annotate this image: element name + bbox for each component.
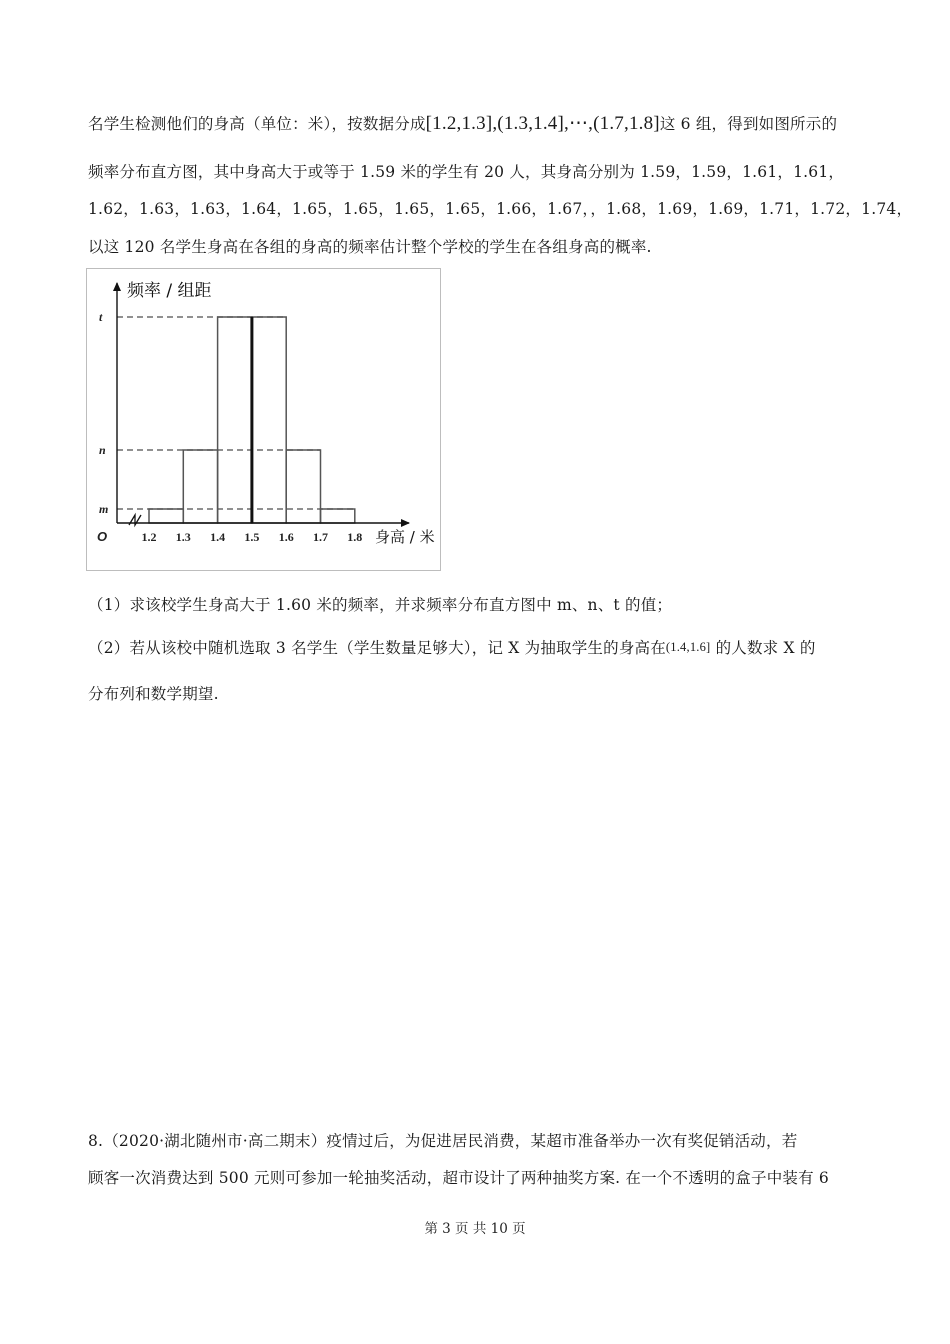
paragraph-line-1: [88, 112, 837, 135]
y-tick-label-m: m: [99, 502, 109, 516]
x-tick-label: 1.8: [347, 530, 363, 544]
interval-expression: [1.2,1.3],(1.3,1.4],⋯,(1.7,1.8]: [425, 113, 660, 134]
histogram-bar-4: [252, 317, 286, 523]
question-2-line-1: [88, 636, 816, 658]
paragraph-text: 名学生检测他们的身高（单位：米），按数据分成: [88, 115, 426, 133]
x-tick-label: 1.6: [278, 530, 294, 544]
histogram-bar-1: [149, 509, 183, 523]
interval-expression: (1.4,1.6]: [665, 640, 711, 654]
page-footer: 第 3 页 共 10 页: [424, 1221, 526, 1237]
y-axis-title: 频率 / 组距: [127, 281, 212, 301]
problem-8-line-2: 顾客一次消费达到 500 元则可参加一轮抽奖活动，超市设计了两种抽奖方案. 在一个不透明的盒子中装有 6: [88, 1169, 829, 1187]
x-tick-label: 1.3: [175, 530, 191, 544]
question-text: （2）若从该校中随机选取 3 名学生（学生数量足够大），记 X 为抽取学生的身高在: [88, 639, 666, 657]
histogram-figure: [86, 268, 441, 571]
x-tick-label: 1.5: [244, 530, 260, 544]
histogram-bar-3: [218, 317, 252, 523]
histogram-bar-2: [183, 450, 217, 523]
y-tick-label-n: n: [99, 443, 106, 457]
paragraph-line-2: 频率分布直方图，其中身高大于或等于 1.59 米的学生有 20 人，其身高分别为 1.59，1.59，1.61，1.61，: [88, 163, 845, 181]
histogram-bar-5: [286, 450, 320, 523]
question-2-line-2: 分布列和数学期望.: [88, 685, 219, 703]
origin-label: O: [97, 529, 108, 544]
x-tick-label: 1.2: [141, 530, 157, 544]
question-1: （1）求该校学生身高大于 1.60 米的频率，并求频率分布直方图中 m、n、t 的值；: [88, 596, 673, 614]
x-tick-label: 1.4: [210, 530, 226, 544]
paragraph-text: 这 6 组，得到如图所示的: [659, 115, 838, 133]
paragraph-line-4: 以这 120 名学生身高在各组的身高的频率估计整个学校的学生在各组身高的概率.: [88, 238, 652, 256]
question-text: 的人数求 X 的: [710, 639, 816, 657]
histogram-chart: [87, 269, 442, 572]
histogram-bar-6: [321, 509, 355, 523]
x-tick-label: 1.7: [313, 530, 328, 544]
problem-8-line-1: 8.（2020·湖北随州市·高二期末）疫情过后，为促进居民消费，某超市准备举办一次有奖促销活动，若: [88, 1132, 798, 1150]
x-axis-title: 身高 / 米: [375, 528, 435, 546]
y-tick-label-t: t: [99, 310, 103, 324]
paragraph-line-3: 1.62，1.63，1.63，1.64，1.65，1.65，1.65，1.65，1.66，1.67，，1.68，1.69，1.69，1.71，1.72，1.74，: [88, 200, 913, 218]
